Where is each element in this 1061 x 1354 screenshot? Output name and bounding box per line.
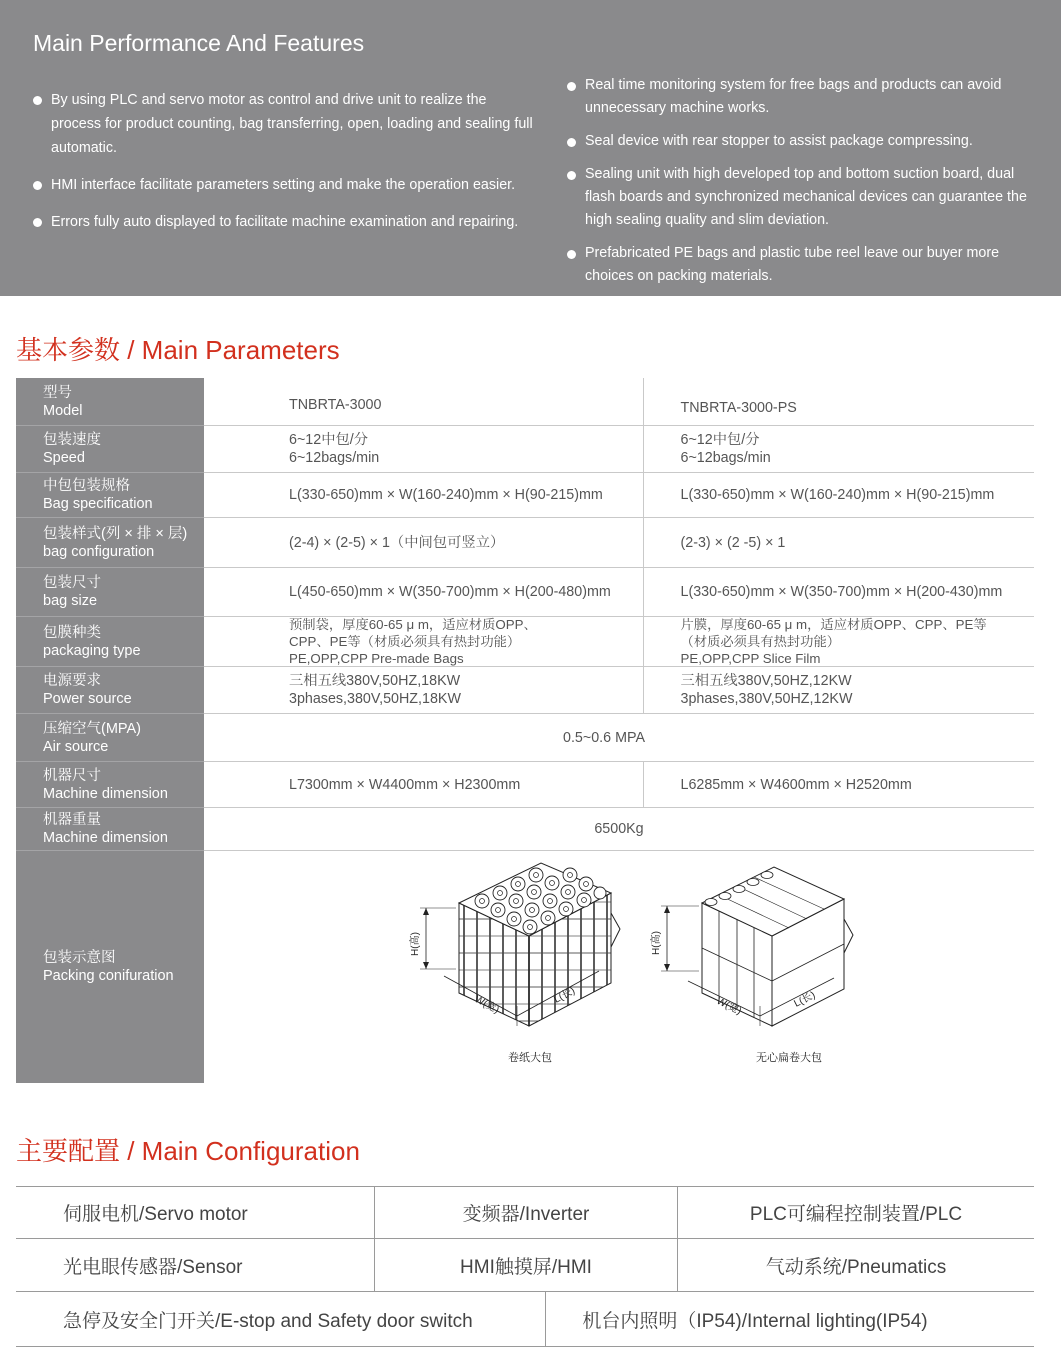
features-left-list <box>33 88 533 247</box>
param-value: L(330-650)mm × W(160-240)mm × H(90-215)mm <box>289 487 603 503</box>
param-row-speed <box>16 426 1034 473</box>
param-label: 中包包装规格 Bag specification <box>16 473 204 518</box>
height-label: H(高) <box>651 931 662 955</box>
bullet-icon <box>567 250 576 259</box>
caption-flat-roll-package: 无心扁卷大包 <box>756 1052 822 1064</box>
bullet-icon <box>33 181 42 190</box>
features-section <box>0 0 1061 296</box>
bullet-icon <box>567 171 576 180</box>
param-row-diagram <box>16 851 1034 1083</box>
param-row-air <box>16 714 1034 762</box>
packing-diagram <box>204 851 1034 1083</box>
param-value: L6285mm × W4600mm × H2520mm <box>643 762 1035 807</box>
param-label: 电源要求 Power source <box>16 667 204 714</box>
config-row <box>16 1187 1034 1239</box>
param-label: 包装示意图 Packing conifuration <box>16 851 204 1083</box>
param-label: 型号 Model <box>16 378 204 426</box>
features-title: Main Performance And Features <box>33 30 365 56</box>
config-item-servo-motor: 伺服电机/Servo motor <box>63 1204 248 1225</box>
param-value: TNBRTA-3000 <box>289 397 382 413</box>
params-title: 基本参数 / Main Parameters <box>16 335 340 365</box>
config-title: 主要配置 / Main Configuration <box>16 1136 360 1166</box>
bullet-icon <box>33 96 42 105</box>
param-row-bag-spec <box>16 473 1034 518</box>
packing-diagram-svg <box>204 851 1034 1083</box>
feature-item: Sealing unit with high developed top and bottom suction board, dual flash boards and synchronized mechanical devices can guarantee the high sealing quality and slim deviation. <box>567 163 1047 232</box>
param-value: 0.5~0.6 MPA <box>563 729 645 746</box>
config-item-estop: 急停及安全门开关/E-stop and Safety door switch <box>63 1310 473 1332</box>
config-item-plc: PLC可编程控制装置/PLC <box>677 1187 1034 1238</box>
config-item-pneumatics: 气动系统/Pneumatics <box>677 1239 1034 1291</box>
param-row-dimension <box>16 762 1034 808</box>
param-row-bag-size <box>16 568 1034 617</box>
param-value: 6500Kg <box>594 821 644 837</box>
width-label: W(宽) <box>714 995 743 1018</box>
features-right-list <box>567 74 1047 298</box>
param-value: (2-3) × (2 -5) × 1 <box>643 518 1035 567</box>
param-value: 预制袋，厚度60-65 μ m，适应材质OPP、 CPP、PE等（材质必须具有热封功能） PE,OPP,CPP Pre-made Bags <box>289 617 537 666</box>
config-table <box>16 1186 1034 1347</box>
param-value: 片膜，厚度60-65 μ m，适应材质OPP、CPP、PE等 （材质必须具有热封功能） PE,OPP,CPP Slice Film <box>643 617 1035 666</box>
param-row-packaging-type <box>16 617 1034 667</box>
param-value: L(330-650)mm × W(160-240)mm × H(90-215)mm <box>643 473 1035 517</box>
config-item-sensor: 光电眼传感器/Sensor <box>63 1256 243 1278</box>
param-value: 6~12中包/分 6~12bags/min <box>289 432 380 466</box>
config-item-lighting: 机台内照明（IP54)/Internal lighting(IP54) <box>545 1292 1034 1346</box>
param-label: 包膜种类 packaging type <box>16 617 204 667</box>
param-row-bag-config <box>16 518 1034 568</box>
params-table <box>16 378 1034 1083</box>
param-value: 三相五线380V,50HZ,12KW 3phases,380V,50HZ,12KW <box>643 667 1035 713</box>
param-row-power <box>16 667 1034 714</box>
feature-item: Real time monitoring system for free bags and products can avoid unnecessary machine works. <box>567 74 1047 120</box>
param-value: L(330-650)mm × W(350-700)mm × H(200-430)mm <box>643 568 1035 616</box>
param-label: 包装速度 Speed <box>16 426 204 473</box>
param-value: L7300mm × W4400mm × H2300mm <box>289 776 521 793</box>
height-label: H(高) <box>410 932 421 956</box>
bullet-icon <box>567 138 576 147</box>
feature-item: HMI interface facilitate parameters setting and make the operation easier. <box>33 173 533 197</box>
feature-item: Seal device with rear stopper to assist package compressing. <box>567 130 1047 153</box>
param-value: (2-4) × (2-5) × 1（中间包可竖立） <box>289 534 505 551</box>
param-label: 压缩空气(MPA) Air source <box>16 714 204 762</box>
param-value: 三相五线380V,50HZ,18KW 3phases,380V,50HZ,18KW <box>289 673 461 707</box>
param-value: L(450-650)mm × W(350-700)mm × H(200-480)mm <box>289 584 611 600</box>
bullet-icon <box>33 218 42 227</box>
param-label: 机器重量 Machine dimension <box>16 808 204 851</box>
roll-package-illustration <box>408 863 620 1064</box>
feature-item: Prefabricated PE bags and plastic tube reel leave our buyer more choices on packing materials. <box>567 242 1047 288</box>
length-label: L(长) <box>792 989 818 1010</box>
config-row <box>16 1292 1034 1347</box>
flat-roll-package-illustration <box>649 867 853 1064</box>
param-label: 机器尺寸 Machine dimension <box>16 762 204 808</box>
param-label: 包装样式(列 × 排 × 层) bag configuration <box>16 518 204 568</box>
param-value: 6~12中包/分 6~12bags/min <box>643 426 1035 472</box>
width-label: W(宽) <box>472 993 501 1016</box>
config-item-inverter: 变频器/Inverter <box>374 1187 677 1238</box>
param-label: 包装尺寸 bag size <box>16 568 204 617</box>
bullet-icon <box>567 82 576 91</box>
feature-item: Errors fully auto displayed to facilitate machine examination and repairing. <box>33 210 533 234</box>
caption-roll-package: 卷纸大包 <box>508 1052 552 1064</box>
param-row-weight <box>16 808 1034 851</box>
config-row <box>16 1239 1034 1292</box>
feature-item: By using PLC and servo motor as control and drive unit to realize the process for product counting, bag transferring, open, loading and sealing full automatic. <box>33 88 533 160</box>
config-item-hmi: HMI触摸屏/HMI <box>374 1239 677 1291</box>
param-value: TNBRTA-3000-PS <box>643 378 1035 425</box>
length-label: L(长) <box>552 985 578 1006</box>
param-row-model <box>16 378 1034 426</box>
